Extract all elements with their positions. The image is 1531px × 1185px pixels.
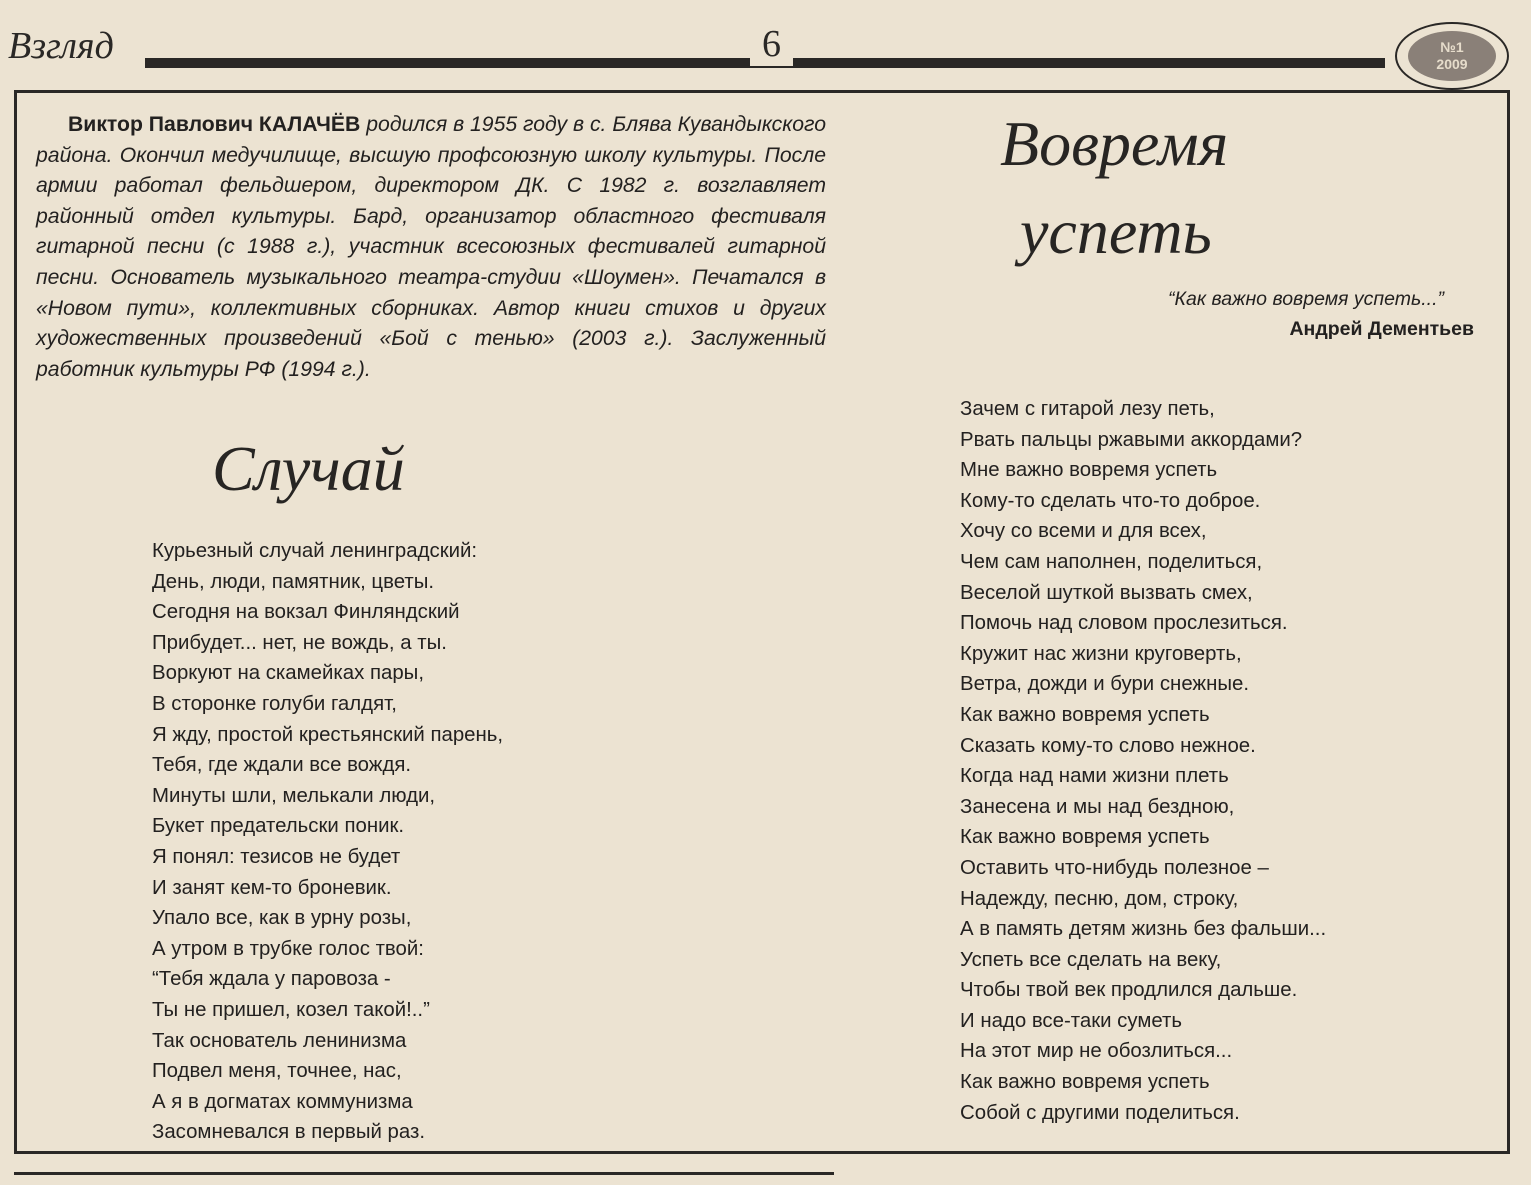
- poem-title-line-2: успеть: [1020, 196, 1212, 267]
- poem-line: Как важно вовремя успеть: [960, 1071, 1210, 1094]
- poem-line: Веселой шуткой вызвать смех,: [960, 581, 1253, 604]
- poem-line: В сторонке голуби галдят,: [152, 692, 397, 715]
- issue-badge: [1395, 22, 1509, 90]
- poem-line: Собой с другими поделиться.: [960, 1101, 1240, 1124]
- poem-line: Прибудет... нет, не вождь, а ты.: [152, 631, 447, 654]
- poem-line: Кому-то сделать что-то доброе.: [960, 489, 1261, 512]
- poem-line: Успеть все сделать на веку,: [960, 948, 1222, 971]
- poem-line: Чем сам наполнен, поделиться,: [960, 550, 1263, 573]
- poem-line: Надежду, песню, дом, строку,: [960, 887, 1239, 910]
- poem-line: Минуты шли, мелькали люди,: [152, 784, 436, 807]
- poem-line: Я жду, простой крестьянский парень,: [152, 723, 504, 746]
- poem-line: Рвать пальцы ржавыми аккордами?: [960, 428, 1303, 451]
- poem-line: А в память детям жизнь без фальши...: [960, 918, 1327, 941]
- bottom-rule: [14, 1172, 834, 1175]
- poem-line: Сказать кому-то слово нежное.: [960, 734, 1256, 757]
- poem-line: Зачем с гитарой лезу петь,: [960, 398, 1215, 420]
- poem-line: Оставить что-нибудь полезное –: [960, 856, 1269, 879]
- poem-line: Хочу со всеми и для всех,: [960, 520, 1207, 543]
- poem-line: Ветра, дожди и бури снежные.: [960, 673, 1249, 696]
- poem-line: Ты не пришел, козел такой!..”: [152, 998, 430, 1021]
- poem-line: Тебя, где ждали все вождя.: [152, 754, 412, 777]
- page-number: 6: [750, 22, 793, 66]
- epigraph-quote: “Как важно вовремя успеть...”: [1167, 288, 1444, 310]
- author-name: Виктор Павлович КАЛАЧЁВ: [68, 113, 361, 136]
- poem-sluchai: [152, 536, 503, 1148]
- publication-name: Взгляд: [8, 25, 114, 67]
- poem-line: Я понял: тезисов не будет: [152, 845, 401, 868]
- poem-title-sluchai: Случай: [212, 433, 405, 504]
- poem-line: Упало все, как в урну розы,: [152, 907, 412, 930]
- poem-line: И надо все-таки суметь: [960, 1009, 1182, 1032]
- poem-line: А утром в трубке голос твой:: [152, 937, 424, 960]
- poem-line: И занят кем-то броневик.: [152, 876, 392, 899]
- epigraph-author: Андрей Дементьев: [1289, 318, 1474, 340]
- poem-line: “Тебя ждала у паровоза -: [152, 968, 391, 991]
- issue-year: 2009: [1436, 56, 1468, 72]
- author-bio-text: родился в 1955 году в с. Блява Кувандыкского района. Окончил медучилище, высшую профсоюзную школу культуры. После армии работал фельдшером, директором ДК. С 1982 г. возглавляет районный отдел культуры. Бард, организатор областного фестиваля гитарной песни (с 1988 г.), участник всесоюзных фестивалей гитарной песни. Основатель музыкального театра-студии «Шоумен». Печатался в «Новом пути», коллективных сборниках. Автор книги стихов и других художественных произведений «Бой с тенью» (2003 г.). Заслуженный работник культуры РФ (1994 г.).: [36, 113, 826, 381]
- poem-title-vovremya: [1000, 100, 1290, 276]
- poem-line: Помочь над словом прослезиться.: [960, 612, 1288, 635]
- poem-line: Когда над нами жизни плеть: [960, 765, 1229, 788]
- poem-line: Подвел меня, точнее, нас,: [152, 1060, 402, 1083]
- poem-line: Курьезный случай ленинградский:: [152, 540, 478, 562]
- issue-number: №1: [1440, 39, 1464, 55]
- poem-line: Воркуют на скамейках пары,: [152, 662, 425, 685]
- poem-line: Засомневался в первый раз.: [152, 1121, 426, 1144]
- poem-line: Как важно вовремя успеть: [960, 703, 1210, 726]
- poem-line: Кружит нас жизни круговерть,: [960, 642, 1242, 665]
- poem-line: День, люди, памятник, цветы.: [152, 570, 435, 593]
- epigraph: [1080, 284, 1474, 344]
- poem-title-line-1: Вовремя: [1000, 108, 1229, 179]
- poem-line: Как важно вовремя успеть: [960, 826, 1210, 849]
- poem-line: Сегодня на вокзал Финляндский: [152, 601, 460, 624]
- author-bio: [36, 110, 826, 385]
- poem-line: Так основатель ленинизма: [152, 1029, 407, 1052]
- poem-line: Букет предательски поник.: [152, 815, 405, 838]
- poem-line: На этот мир не обозлиться...: [960, 1040, 1233, 1063]
- poem-vovremya-uspet: [960, 394, 1326, 1128]
- poem-line: Чтобы твой век продлился дальше.: [960, 979, 1298, 1002]
- poem-line: Занесена и мы над бездною,: [960, 795, 1235, 818]
- issue-badge-inner: [1408, 31, 1496, 81]
- poem-line: А я в догматах коммунизма: [152, 1090, 413, 1113]
- poem-line: Мне важно вовремя успеть: [960, 459, 1218, 482]
